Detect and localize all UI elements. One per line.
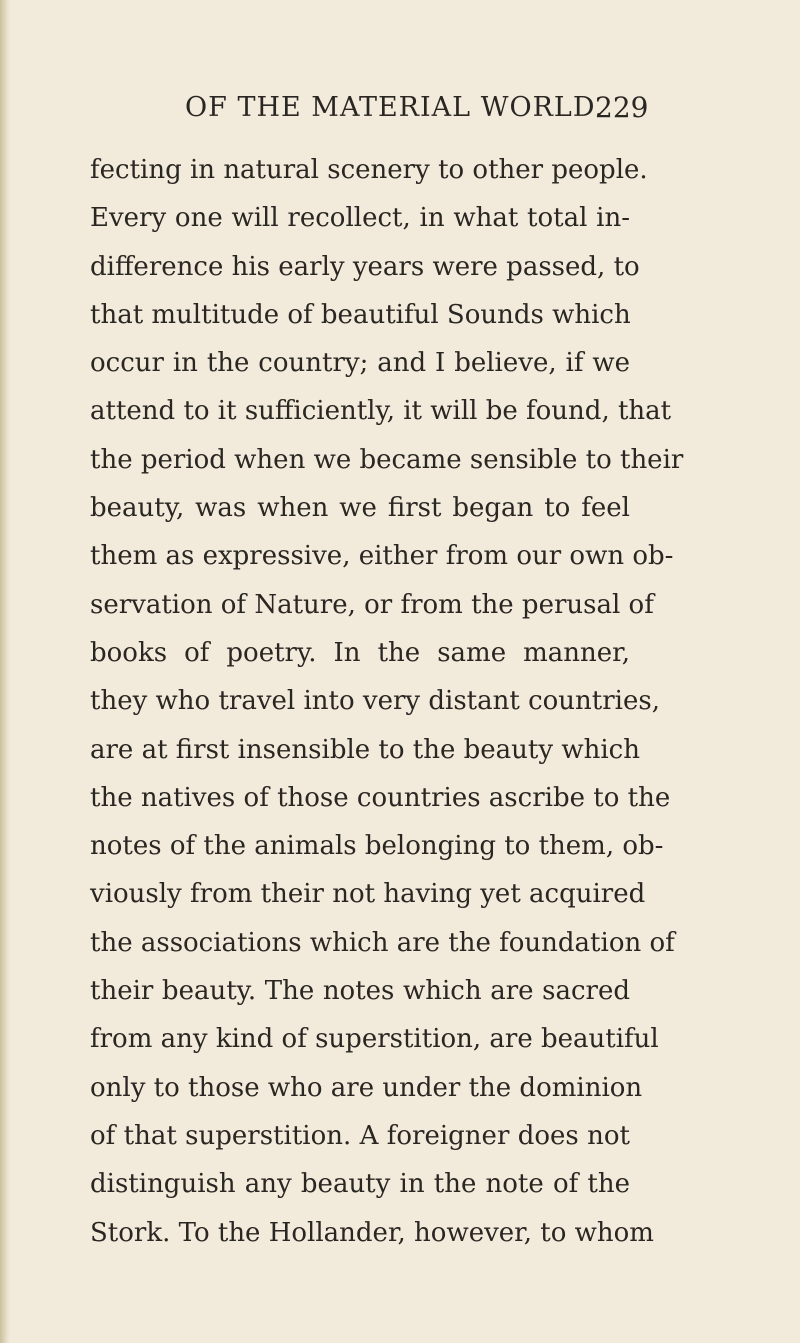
page-gutter-edge xyxy=(0,0,10,1343)
text-line: their beauty. The notes which are sacred xyxy=(90,976,630,1007)
text-line: beauty, was when we first began to feel xyxy=(90,493,630,524)
text-line: they who travel into very distant countries, xyxy=(90,686,660,717)
text-line: servation of Nature, or from the perusal of xyxy=(90,589,654,620)
text-line: them as expressive, either from our own ob- xyxy=(90,541,674,572)
text-line: Every one will recollect, in what total in- xyxy=(90,203,630,234)
text-line: the period when we became sensible to their xyxy=(90,444,684,475)
text-line: difference his early years were passed, to xyxy=(90,251,640,282)
body-text xyxy=(90,146,684,1257)
text-line: occur in the country; and I believe, if we xyxy=(90,348,630,379)
text-line: books of poetry. In the same manner, xyxy=(90,637,630,668)
text-line: distinguish any beauty in the note of the xyxy=(90,1169,630,1200)
running-title: OF THE MATERIAL WORLD. xyxy=(185,92,605,123)
text-line: the natives of those countries ascribe to the xyxy=(90,782,671,813)
text-line: notes of the animals belonging to them, ob- xyxy=(90,831,664,862)
text-line: viously from their not having yet acquired xyxy=(90,879,646,910)
page-header xyxy=(185,91,649,132)
text-line: that multitude of beautiful Sounds which xyxy=(90,299,631,330)
page-number: 229 xyxy=(595,91,649,124)
text-line: from any kind of superstition, are beautiful xyxy=(90,1024,659,1055)
text-line: attend to it sufficiently, it will be found, that xyxy=(90,396,672,427)
text-line: of that superstition. A foreigner does not xyxy=(90,1120,630,1151)
text-line: the associations which are the foundation of xyxy=(90,927,675,958)
text-line: only to those who are under the dominion xyxy=(90,1072,643,1103)
text-line: Stork. To the Hollander, however, to whom xyxy=(90,1217,654,1248)
text-line: are at first insensible to the beauty which xyxy=(90,734,640,765)
text-line: fecting in natural scenery to other people. xyxy=(90,155,648,185)
